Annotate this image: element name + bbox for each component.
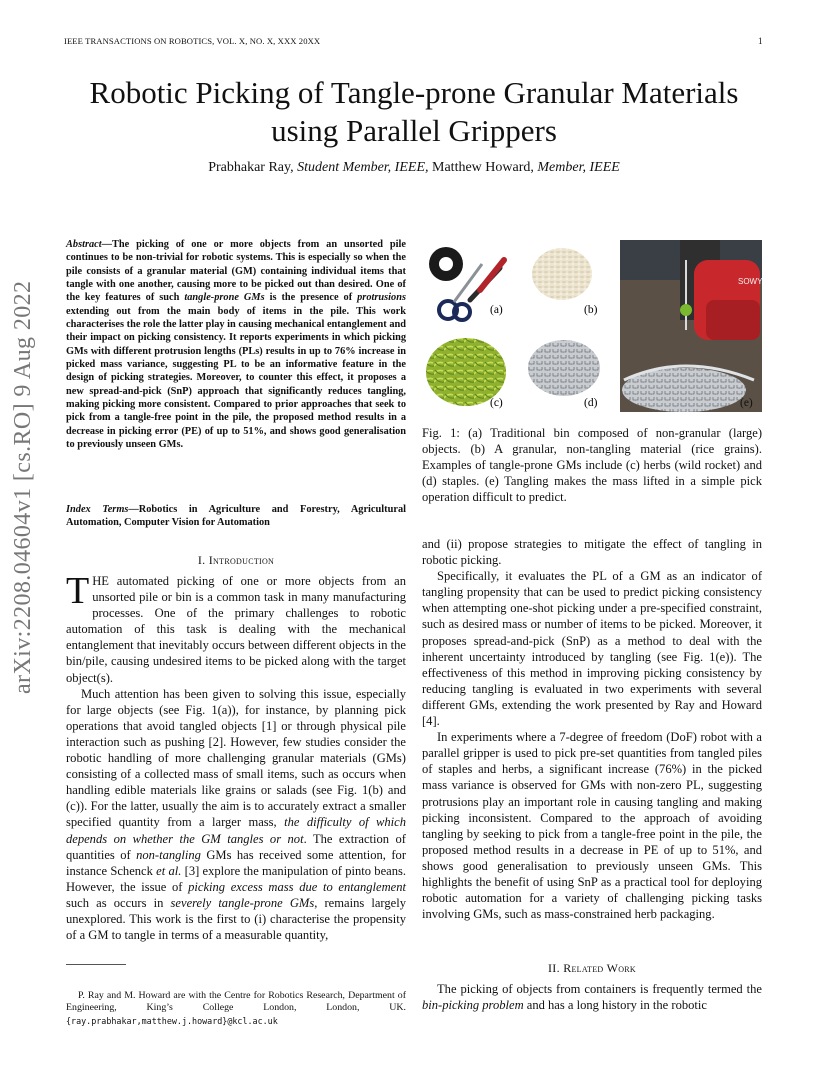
author-2-role: Member, IEEE [537, 160, 620, 175]
author-1-role: Student Member, IEEE, [297, 160, 429, 175]
section-heading-introduction [66, 553, 406, 568]
related-work-body [422, 981, 762, 1013]
footnote [66, 990, 406, 1028]
related-p1-italic: bin-picking problem [422, 998, 524, 1013]
figure-1-caption: Fig. 1: (a) Traditional bin composed of non-granular (large) objects. (b) A granular, non-tangling material (rice grains). Examples of tangle-prone GMs include (c) herbs (wild rocket) and (d) staples. (e) Tangling makes the mass lifted in a simple pick operation difficult to predict. [422, 426, 762, 505]
panel-e-robot-image [620, 240, 762, 412]
panel-label-e: (e) [740, 397, 753, 409]
panel-label-b: (b) [584, 304, 598, 316]
running-head: IEEE TRANSACTIONS ON ROBOTICS, VOL. X, NO. X, XXX 20XX [64, 36, 321, 46]
abstract-italic-2: protrusions [357, 292, 406, 304]
section-2-number: II. [547, 961, 564, 975]
right-paragraph-1: Specifically, it evaluates the PL of a GM as an indicator of tangling propensity that can be used to predict picking consistency when attempting one-shot picking under a pre-specified constraint, such as desired mass or number of items to be picked. Moreover, it proposes spread-and-pick (SnP) as a method to deal with the inherent uncertainty introduced by tangling (see Fig. 1(e)). The effectiveness of this method in improving picking consistency by reducing tangling is evaluated in two experiments with several different GMs, extending the work presented by Ray and Howard [4]. [422, 569, 762, 729]
author-1: Prabhakar Ray, [208, 160, 294, 175]
index-terms-lead: Index Terms [66, 504, 129, 515]
intro-p2-text-c: GMs has received some attention, for instance Schenck [66, 847, 406, 878]
arxiv-stamp: arXiv:2208.04604v1 [cs.RO] 9 Aug 2022 [10, 280, 36, 694]
intro-paragraph-2 [66, 686, 406, 944]
related-p1-text-a: The picking of objects from containers is frequently termed the [437, 982, 762, 996]
index-terms-text: —Robotics in Agriculture and Forestry, Agricultural Automation, Computer Vision for Automation [66, 504, 406, 529]
right-column-body [422, 536, 762, 922]
introduction-body [66, 570, 407, 943]
title-line-1: Robotic Picking of Tangle-prone Granular Materials [89, 75, 739, 110]
figure-1 [424, 240, 762, 416]
paper-title [40, 74, 788, 150]
intro-p2-text-a: Much attention has been given to solving this issue, especially for large objects (see Fig. 1(a)), for instance, by planning pick operations that avoid tangled objects [1] or through physical pile interaction such as pushing [2]. However, few studies consider the robotic handling of more challenging granular materials (GMs) consisting of a collected mass of small items, such as occurs when handling edible materials like grains or salads (see Fig. 1(b) and (c)). For the latter, usually the aim is to accurately extract a smaller specified quantity from a larger mass, [66, 686, 406, 830]
abstract-text-3: extending out from the main body of items in the pile. This work characterises the role the latter play in causing mechanical entanglement and their impact on picking consistency. It reports experiments in which picking GMs with different protrusion lengths (PLs) results in up to 76% increase in picked mass variance, suggesting PL to be an informative feature in the design of picking strategies. Moreover, to counter this effect, it proposes a new spread-and-pick (SnP) approach that significantly reduces tangling, making picking more consistent. Compared to prior approaches that seek to pick from a tangle-free point in the pile, the proposed method results in a decrease in picking error (PE) of up to 51%, and shows good generalisation to previously unseen GMs. [66, 305, 406, 451]
panel-c-herbs-image [424, 334, 518, 412]
panel-label-a: (a) [490, 304, 503, 316]
intro-p2-text-e: such as occurs in [66, 895, 171, 910]
intro-p2-italic-4: picking excess mass due to entanglement [188, 879, 406, 894]
abstract-lead: Abstract [66, 239, 102, 250]
intro-p2-text-f: , remains largely unexplored. This work is the first to (i) characterise the propensity of a GM to tangle in terms of a measurable quantity, [66, 895, 406, 943]
drop-cap: T [66, 570, 90, 612]
related-p1-text-b: and has a long history in the robotic [523, 998, 707, 1013]
intro-p2-text-b: . The extraction of quantities of [66, 831, 406, 862]
section-1-number: I. [197, 553, 209, 567]
right-paragraph-2: In experiments where a 7-degree of freedom (DoF) robot with a parallel gripper is used to pick pre-set quantities from tangled piles of staples and herbs, a significant increase (76%) in the picked mass variance is observed for GMs with non-zero PL, suggesting protrusions play an important role in causing tangling and making picking inconsistent. Compared to the approach of avoiding tangling by seeking to pick from a tangle-free point in the pile, the proposed method results in a decrease in PE of up to 51%, and shows good generalisation to previously unseen GMs. This highlights the benefit of using SnP as a practical tool for deploying robotic automation for a variety of challenging picking tasks involving GMs, such as mass-constrained herb packaging. [422, 730, 762, 922]
intro-p2-italic-2: non-tangling [136, 847, 201, 862]
intro-p2-italic-3: et al. [156, 863, 182, 878]
related-work-paragraph-1 [422, 981, 762, 1013]
right-paragraph-0: and (ii) propose strategies to mitigate the effect of tangling in robotic picking. [422, 537, 762, 568]
panel-b-rice-image [524, 240, 614, 324]
abstract-italic-1: tangle-prone GMs [184, 292, 265, 304]
index-terms [66, 503, 406, 530]
section-1-title: Introduction [208, 553, 275, 567]
panel-d-staples-image [524, 334, 614, 412]
author-2: Matthew Howard, [432, 160, 534, 175]
intro-paragraph-1 [66, 570, 406, 686]
intro-p2-italic-5: severely tangle-prone GMs [170, 895, 315, 910]
footnote-text: P. Ray and M. Howard are with the Centre for Robotics Research, Department of Engineering, King’s College London, London, UK. [66, 990, 406, 1014]
panel-a-tools-image [424, 240, 518, 324]
robot-brand-text: SOWY [738, 277, 762, 286]
panel-label-d: (d) [584, 397, 598, 409]
abstract-text-1: —The picking of one or more objects from an unsorted pile continues to be non-trivial for robotic systems. This is especially so when the pile consists of a granular material (GM) containing individual items that tangle with one another, causing more to be picked out than desired. One of the key features of such [66, 239, 406, 304]
abstract [66, 238, 406, 452]
page-number: 1 [758, 36, 763, 46]
footnote-emails: {ray.prabhakar,matthew.j.howard}@kcl.ac.uk [66, 1015, 278, 1026]
section-2-title: Related Work [563, 961, 637, 975]
section-heading-related-work [422, 961, 762, 976]
footnote-rule [66, 964, 126, 965]
figure-1-panels [424, 240, 762, 416]
intro-p1-text: HE automated picking of one or more objects from an unsorted pile or bin is a common task in many manufacturing processes. One of the primary challenges to robotic automation of this task is dealing with the mechanical entanglement that inevitably occurs between different objects in the bin/pile, causing undesired items to be picked along with the target object(s). [66, 574, 406, 685]
intro-p2-text-d: [3] explore the manipulation of pinto beans. However, the issue of [66, 863, 407, 894]
author-line [40, 160, 788, 176]
intro-p2-italic-1: the difficulty of which depends on whether the GM tangles or not [66, 815, 406, 846]
abstract-text-2: is the presence of [264, 292, 358, 304]
title-line-2: using Parallel Grippers [271, 113, 557, 148]
panel-label-c: (c) [490, 397, 503, 409]
